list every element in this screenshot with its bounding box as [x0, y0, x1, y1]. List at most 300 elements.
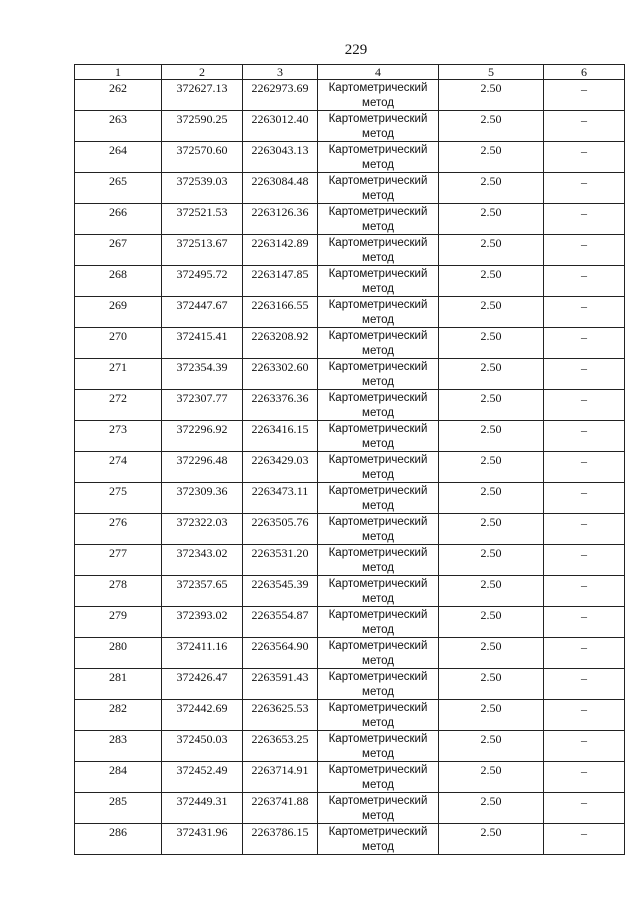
accuracy-cell	[439, 731, 544, 762]
point-number-cell	[75, 545, 162, 576]
point-number: 280	[109, 639, 127, 653]
method-line-2: метод	[362, 593, 394, 605]
point-number-cell	[75, 173, 162, 204]
accuracy-cell	[439, 638, 544, 669]
method-line-2: метод	[362, 376, 394, 388]
x-coordinate: 372447.67	[176, 298, 228, 312]
method-cell	[318, 700, 439, 731]
method-cell	[318, 421, 439, 452]
method-line-1: Картометрический	[328, 392, 428, 404]
x-coordinate-cell	[162, 235, 243, 266]
method-line-1: Картометрический	[328, 268, 428, 280]
x-coordinate-cell	[162, 266, 243, 297]
point-number: 275	[109, 484, 127, 498]
x-coordinate: 372307.77	[176, 391, 228, 405]
note-dash: –	[581, 423, 587, 437]
point-number: 272	[109, 391, 127, 405]
x-coordinate: 372343.02	[176, 546, 228, 560]
x-coordinate-cell	[162, 359, 243, 390]
method-cell	[318, 545, 439, 576]
note-cell	[544, 142, 625, 173]
y-coordinate-cell	[243, 824, 318, 855]
table-row	[75, 421, 625, 452]
point-number-cell	[75, 793, 162, 824]
accuracy-value: 2.50	[480, 143, 502, 157]
accuracy-cell	[439, 545, 544, 576]
y-coordinate-cell	[243, 390, 318, 421]
table-row	[75, 638, 625, 669]
note-cell	[544, 173, 625, 204]
x-coordinate: 372513.67	[176, 236, 228, 250]
note-cell	[544, 390, 625, 421]
x-coordinate-cell	[162, 390, 243, 421]
x-coordinate: 372495.72	[176, 267, 228, 281]
method-line-1: Картометрический	[328, 640, 428, 652]
y-coordinate-cell	[243, 793, 318, 824]
method-line-1: Картометрический	[328, 237, 428, 249]
y-coordinate-cell	[243, 173, 318, 204]
point-number-cell	[75, 235, 162, 266]
note-dash: –	[581, 764, 587, 778]
y-coordinate-cell	[243, 545, 318, 576]
x-coordinate-cell	[162, 514, 243, 545]
point-number-cell	[75, 824, 162, 855]
note-dash: –	[581, 361, 587, 375]
method-line-1: Картометрический	[328, 795, 428, 807]
x-coordinate-cell	[162, 793, 243, 824]
x-coordinate: 372415.41	[176, 329, 228, 343]
y-coordinate-cell	[243, 142, 318, 173]
method-line-2: метод	[362, 810, 394, 822]
note-dash: –	[581, 547, 587, 561]
accuracy-value: 2.50	[480, 453, 502, 467]
method-line-2: метод	[362, 748, 394, 760]
method-line-2: метод	[362, 221, 394, 233]
table-row	[75, 669, 625, 700]
point-number: 268	[109, 267, 127, 281]
method-line-2: метод	[362, 779, 394, 791]
method-line-1: Картометрический	[328, 175, 428, 187]
note-dash: –	[581, 485, 587, 499]
method-line-1: Картометрический	[328, 609, 428, 621]
x-coordinate: 372296.48	[176, 453, 228, 467]
note-dash: –	[581, 299, 587, 313]
y-coordinate: 2263416.15	[251, 422, 309, 436]
note-cell	[544, 545, 625, 576]
point-number: 269	[109, 298, 127, 312]
method-line-2: метод	[362, 717, 394, 729]
accuracy-cell	[439, 142, 544, 173]
point-number-cell	[75, 607, 162, 638]
note-dash: –	[581, 454, 587, 468]
note-dash: –	[581, 671, 587, 685]
accuracy-cell	[439, 173, 544, 204]
y-coordinate-cell	[243, 700, 318, 731]
method-line-2: метод	[362, 97, 394, 109]
column-header-6: 6	[544, 65, 625, 80]
accuracy-value: 2.50	[480, 360, 502, 374]
method-cell	[318, 638, 439, 669]
accuracy-cell	[439, 359, 544, 390]
point-number-cell	[75, 483, 162, 514]
point-number: 281	[109, 670, 127, 684]
note-cell	[544, 266, 625, 297]
accuracy-value: 2.50	[480, 639, 502, 653]
accuracy-cell	[439, 235, 544, 266]
y-coordinate: 2263714.91	[251, 763, 309, 777]
method-line-1: Картометрический	[328, 547, 428, 559]
method-cell	[318, 824, 439, 855]
table-row	[75, 80, 625, 111]
y-coordinate: 2263208.92	[251, 329, 309, 343]
x-coordinate-cell	[162, 638, 243, 669]
y-coordinate-cell	[243, 266, 318, 297]
accuracy-cell	[439, 421, 544, 452]
method-line-2: метод	[362, 438, 394, 450]
point-number-cell	[75, 328, 162, 359]
note-cell	[544, 700, 625, 731]
method-line-2: метод	[362, 531, 394, 543]
method-line-1: Картометрический	[328, 423, 428, 435]
accuracy-value: 2.50	[480, 205, 502, 219]
x-coordinate: 372393.02	[176, 608, 228, 622]
x-coordinate-cell	[162, 80, 243, 111]
point-number: 271	[109, 360, 127, 374]
method-line-2: метод	[362, 562, 394, 574]
note-dash: –	[581, 175, 587, 189]
x-coordinate-cell	[162, 607, 243, 638]
x-coordinate-cell	[162, 576, 243, 607]
accuracy-value: 2.50	[480, 267, 502, 281]
point-number: 263	[109, 112, 127, 126]
accuracy-cell	[439, 576, 544, 607]
accuracy-value: 2.50	[480, 701, 502, 715]
method-line-2: метод	[362, 841, 394, 853]
method-line-1: Картометрический	[328, 299, 428, 311]
method-line-1: Картометрический	[328, 671, 428, 683]
y-coordinate-cell	[243, 483, 318, 514]
x-coordinate: 372590.25	[176, 112, 228, 126]
accuracy-cell	[439, 390, 544, 421]
note-cell	[544, 638, 625, 669]
accuracy-value: 2.50	[480, 515, 502, 529]
accuracy-cell	[439, 204, 544, 235]
y-coordinate-cell	[243, 576, 318, 607]
point-number: 265	[109, 174, 127, 188]
y-coordinate: 2263012.40	[251, 112, 309, 126]
point-number: 284	[109, 763, 127, 777]
x-coordinate: 372296.92	[176, 422, 228, 436]
point-number-cell	[75, 266, 162, 297]
table-row	[75, 700, 625, 731]
accuracy-cell	[439, 824, 544, 855]
note-dash: –	[581, 795, 587, 809]
accuracy-value: 2.50	[480, 112, 502, 126]
point-number: 279	[109, 608, 127, 622]
point-number-cell	[75, 142, 162, 173]
note-dash: –	[581, 609, 587, 623]
point-number-cell	[75, 514, 162, 545]
x-coordinate-cell	[162, 731, 243, 762]
table-row	[75, 545, 625, 576]
y-coordinate: 2263084.48	[251, 174, 309, 188]
x-coordinate-cell	[162, 762, 243, 793]
y-coordinate-cell	[243, 359, 318, 390]
accuracy-value: 2.50	[480, 236, 502, 250]
method-cell	[318, 483, 439, 514]
accuracy-value: 2.50	[480, 484, 502, 498]
method-cell	[318, 669, 439, 700]
accuracy-value: 2.50	[480, 794, 502, 808]
x-coordinate-cell	[162, 297, 243, 328]
accuracy-cell	[439, 793, 544, 824]
note-dash: –	[581, 733, 587, 747]
y-coordinate-cell	[243, 607, 318, 638]
x-coordinate: 372442.69	[176, 701, 228, 715]
note-cell	[544, 359, 625, 390]
accuracy-value: 2.50	[480, 298, 502, 312]
accuracy-cell	[439, 607, 544, 638]
note-cell	[544, 421, 625, 452]
point-number: 273	[109, 422, 127, 436]
point-number-cell	[75, 297, 162, 328]
x-coordinate-cell	[162, 173, 243, 204]
column-header-4: 4	[318, 65, 439, 80]
method-line-1: Картометрический	[328, 330, 428, 342]
coordinates-table	[74, 64, 625, 855]
y-coordinate: 2263653.25	[251, 732, 309, 746]
x-coordinate-cell	[162, 421, 243, 452]
accuracy-value: 2.50	[480, 546, 502, 560]
accuracy-value: 2.50	[480, 422, 502, 436]
method-cell	[318, 111, 439, 142]
y-coordinate: 2262973.69	[251, 81, 309, 95]
accuracy-cell	[439, 452, 544, 483]
method-line-1: Картометрический	[328, 454, 428, 466]
accuracy-value: 2.50	[480, 577, 502, 591]
table-row	[75, 204, 625, 235]
method-cell	[318, 266, 439, 297]
note-cell	[544, 80, 625, 111]
y-coordinate-cell	[243, 421, 318, 452]
x-coordinate-cell	[162, 111, 243, 142]
y-coordinate: 2263473.11	[251, 484, 309, 498]
y-coordinate: 2263429.03	[251, 453, 309, 467]
table-row	[75, 762, 625, 793]
method-line-2: метод	[362, 159, 394, 171]
y-coordinate: 2263043.13	[251, 143, 309, 157]
table-row	[75, 514, 625, 545]
table-row	[75, 824, 625, 855]
note-cell	[544, 483, 625, 514]
note-cell	[544, 204, 625, 235]
method-cell	[318, 793, 439, 824]
accuracy-cell	[439, 762, 544, 793]
point-number-cell	[75, 576, 162, 607]
method-line-2: метод	[362, 283, 394, 295]
note-cell	[544, 793, 625, 824]
y-coordinate-cell	[243, 328, 318, 359]
column-header-1: 1	[75, 65, 162, 80]
y-coordinate-cell	[243, 669, 318, 700]
method-cell	[318, 235, 439, 266]
x-coordinate-cell	[162, 700, 243, 731]
method-cell	[318, 762, 439, 793]
note-dash: –	[581, 392, 587, 406]
point-number-cell	[75, 452, 162, 483]
method-cell	[318, 359, 439, 390]
y-coordinate: 2263554.87	[251, 608, 309, 622]
y-coordinate-cell	[243, 80, 318, 111]
note-cell	[544, 235, 625, 266]
method-cell	[318, 142, 439, 173]
note-dash: –	[581, 516, 587, 530]
method-line-2: метод	[362, 624, 394, 636]
method-cell	[318, 173, 439, 204]
method-line-1: Картометрический	[328, 826, 428, 838]
y-coordinate: 2263564.90	[251, 639, 309, 653]
y-coordinate-cell	[243, 638, 318, 669]
method-line-2: метод	[362, 190, 394, 202]
method-line-1: Картометрический	[328, 144, 428, 156]
method-line-1: Картометрический	[328, 764, 428, 776]
point-number: 278	[109, 577, 127, 591]
point-number: 276	[109, 515, 127, 529]
y-coordinate-cell	[243, 235, 318, 266]
note-cell	[544, 824, 625, 855]
note-dash: –	[581, 206, 587, 220]
x-coordinate: 372452.49	[176, 763, 228, 777]
method-line-2: метод	[362, 314, 394, 326]
y-coordinate-cell	[243, 731, 318, 762]
y-coordinate: 2263625.53	[251, 701, 309, 715]
accuracy-cell	[439, 111, 544, 142]
y-coordinate: 2263302.60	[251, 360, 309, 374]
x-coordinate-cell	[162, 452, 243, 483]
point-number: 264	[109, 143, 127, 157]
method-line-2: метод	[362, 345, 394, 357]
point-number-cell	[75, 638, 162, 669]
note-cell	[544, 514, 625, 545]
x-coordinate: 372521.53	[176, 205, 228, 219]
x-coordinate: 372450.03	[176, 732, 228, 746]
note-dash: –	[581, 702, 587, 716]
page-number: 229	[344, 42, 368, 58]
column-header-2: 2	[162, 65, 243, 80]
x-coordinate: 372357.65	[176, 577, 228, 591]
accuracy-value: 2.50	[480, 825, 502, 839]
y-coordinate-cell	[243, 204, 318, 235]
point-number-cell	[75, 390, 162, 421]
method-cell	[318, 607, 439, 638]
x-coordinate: 372570.60	[176, 143, 228, 157]
method-line-1: Картометрический	[328, 361, 428, 373]
accuracy-cell	[439, 266, 544, 297]
point-number: 283	[109, 732, 127, 746]
y-coordinate: 2263531.20	[251, 546, 309, 560]
y-coordinate: 2263142.89	[251, 236, 309, 250]
note-cell	[544, 297, 625, 328]
note-dash: –	[581, 237, 587, 251]
method-line-2: метод	[362, 655, 394, 667]
accuracy-value: 2.50	[480, 174, 502, 188]
point-number: 270	[109, 329, 127, 343]
method-line-2: метод	[362, 252, 394, 264]
y-coordinate-cell	[243, 452, 318, 483]
x-coordinate: 372449.31	[176, 794, 228, 808]
method-line-1: Картометрический	[328, 113, 428, 125]
method-line-1: Картометрический	[328, 702, 428, 714]
method-line-2: метод	[362, 128, 394, 140]
x-coordinate: 372354.39	[176, 360, 228, 374]
note-dash: –	[581, 578, 587, 592]
table-row	[75, 328, 625, 359]
point-number: 285	[109, 794, 127, 808]
note-dash: –	[581, 82, 587, 96]
table-row	[75, 235, 625, 266]
note-dash: –	[581, 330, 587, 344]
accuracy-cell	[439, 669, 544, 700]
table-row	[75, 731, 625, 762]
method-line-1: Картометрический	[328, 733, 428, 745]
method-line-1: Картометрический	[328, 516, 428, 528]
point-number: 267	[109, 236, 127, 250]
x-coordinate: 372322.03	[176, 515, 228, 529]
table-body	[75, 80, 625, 855]
x-coordinate-cell	[162, 545, 243, 576]
accuracy-cell	[439, 80, 544, 111]
y-coordinate: 2263126.36	[251, 205, 309, 219]
point-number-cell	[75, 421, 162, 452]
note-cell	[544, 328, 625, 359]
point-number: 266	[109, 205, 127, 219]
accuracy-value: 2.50	[480, 81, 502, 95]
method-cell	[318, 80, 439, 111]
y-coordinate-cell	[243, 111, 318, 142]
table-row	[75, 452, 625, 483]
note-cell	[544, 576, 625, 607]
x-coordinate-cell	[162, 483, 243, 514]
column-header-5: 5	[439, 65, 544, 80]
y-coordinate: 2263591.43	[251, 670, 309, 684]
y-coordinate-cell	[243, 297, 318, 328]
table-row	[75, 793, 625, 824]
x-coordinate: 372426.47	[176, 670, 228, 684]
column-header-3: 3	[243, 65, 318, 80]
method-cell	[318, 328, 439, 359]
table-row	[75, 483, 625, 514]
table-row	[75, 576, 625, 607]
note-cell	[544, 111, 625, 142]
y-coordinate-cell	[243, 762, 318, 793]
point-number-cell	[75, 359, 162, 390]
point-number-cell	[75, 731, 162, 762]
table-row	[75, 266, 625, 297]
table-row	[75, 173, 625, 204]
method-cell	[318, 514, 439, 545]
x-coordinate: 372309.36	[176, 484, 228, 498]
note-cell	[544, 452, 625, 483]
accuracy-cell	[439, 483, 544, 514]
y-coordinate: 2263741.88	[251, 794, 309, 808]
x-coordinate-cell	[162, 328, 243, 359]
method-line-2: метод	[362, 686, 394, 698]
y-coordinate: 2263545.39	[251, 577, 309, 591]
accuracy-value: 2.50	[480, 608, 502, 622]
method-cell	[318, 204, 439, 235]
method-line-1: Картометрический	[328, 206, 428, 218]
method-line-1: Картометрический	[328, 485, 428, 497]
